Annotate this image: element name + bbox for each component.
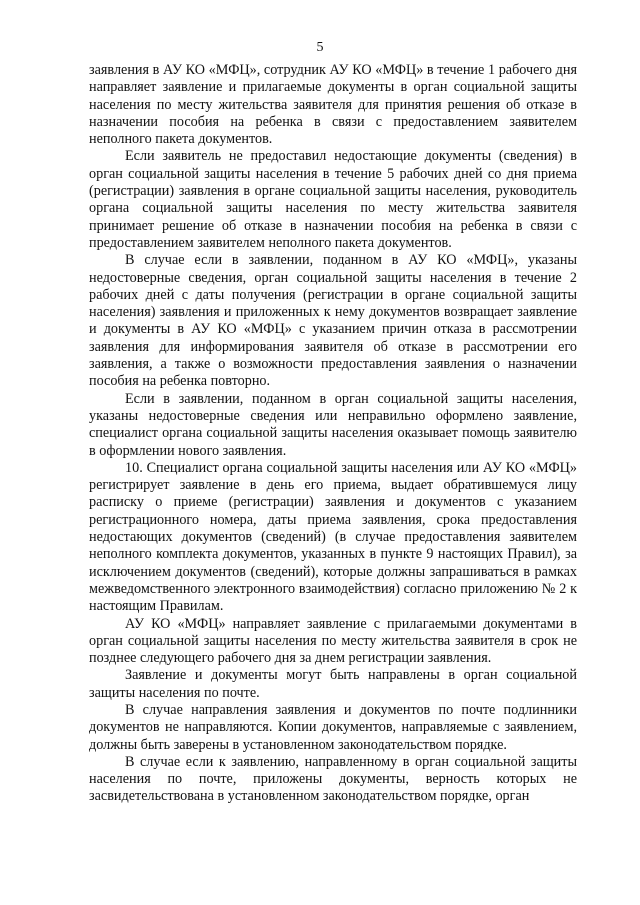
paragraph-item-10: 10. Специалист органа социальной защиты населения или АУ КО «МФЦ» регистрирует заявление в день его приема, выдает обратившемуся лицу расписку о приеме (регистрации) заявления и документов с указанием регистрационного номера, даты приема заявления, срока предоставления недостающих документов (сведений) (в случае предоставления заявителем неполного комплекта документов, указанных в пункте 9 настоящих Правил), за исключением документов (сведений), которые должны запрашиваться в рамках межведомственного электронного взаимодействия) согласно приложению № 2 к настоящим Правилам. <box>89 459 577 615</box>
paragraph: Если заявитель не предоставил недостающие документы (сведения) в орган социальной защиты населения в течение 5 рабочих дней со дня приема (регистрации) заявления в органе социальной защиты населения, руководитель органа социальной защиты населения по месту жительства заявителя принимает решение об отказе в назначении пособия на ребенка в связи с предоставлением заявителем неполного пакета документов. <box>89 148 577 251</box>
page-number: 5 <box>316 40 324 55</box>
paragraph-continuation: заявления в АУ КО «МФЦ», сотрудник АУ КО «МФЦ» в течение 1 рабочего дня направляет заявление и прилагаемые документы в орган социальной защиты населения по месту жительства заявителя для принятия решения об отказе в назначении пособия на ребенка в связи с предоставлением заявителем неполного пакета документов. <box>89 62 577 148</box>
paragraph: Если в заявлении, поданном в орган социальной защиты населения, указаны недостоверные сведения или неправильно оформлено заявление, специалист органа социальной защиты населения оказывает помощь заявителю в оформлении нового заявления. <box>89 390 577 459</box>
paragraph: В случае если в заявлении, поданном в АУ КО «МФЦ», указаны недостоверные сведения, орган социальной защиты населения в течение 2 рабочих дней с даты получения (регистрации в органе социальной защиты населения) заявления и приложенных к нему документов возвращает заявление и документы в АУ КО «МФЦ» с указанием причин отказа в рассмотрении заявления для информирования заявителя об отказе в рассмотрении его заявления, а также о возможности предоставления заявления о назначении пособия на ребенка повторно. <box>89 252 577 390</box>
body-text <box>89 62 577 806</box>
paragraph: В случае направления заявления и документов по почте подлинники документов не направляются. Копии документов, направляемые с заявлением, должны быть заверены в установленном законодательством порядке. <box>89 701 577 753</box>
paragraph: Заявление и документы могут быть направлены в орган социальной защиты населения по почте. <box>89 667 577 701</box>
paragraph: В случае если к заявлению, направленному в орган социальной защиты населения по почте, приложены документы, верность которых не засвидетельствована в установленном законодательством порядке, орган <box>89 753 577 805</box>
paragraph: АУ КО «МФЦ» направляет заявление с прилагаемыми документами в орган социальной защиты населения по месту жительства заявителя в срок не позднее следующего рабочего дня за днем регистрации заявления. <box>89 615 577 667</box>
